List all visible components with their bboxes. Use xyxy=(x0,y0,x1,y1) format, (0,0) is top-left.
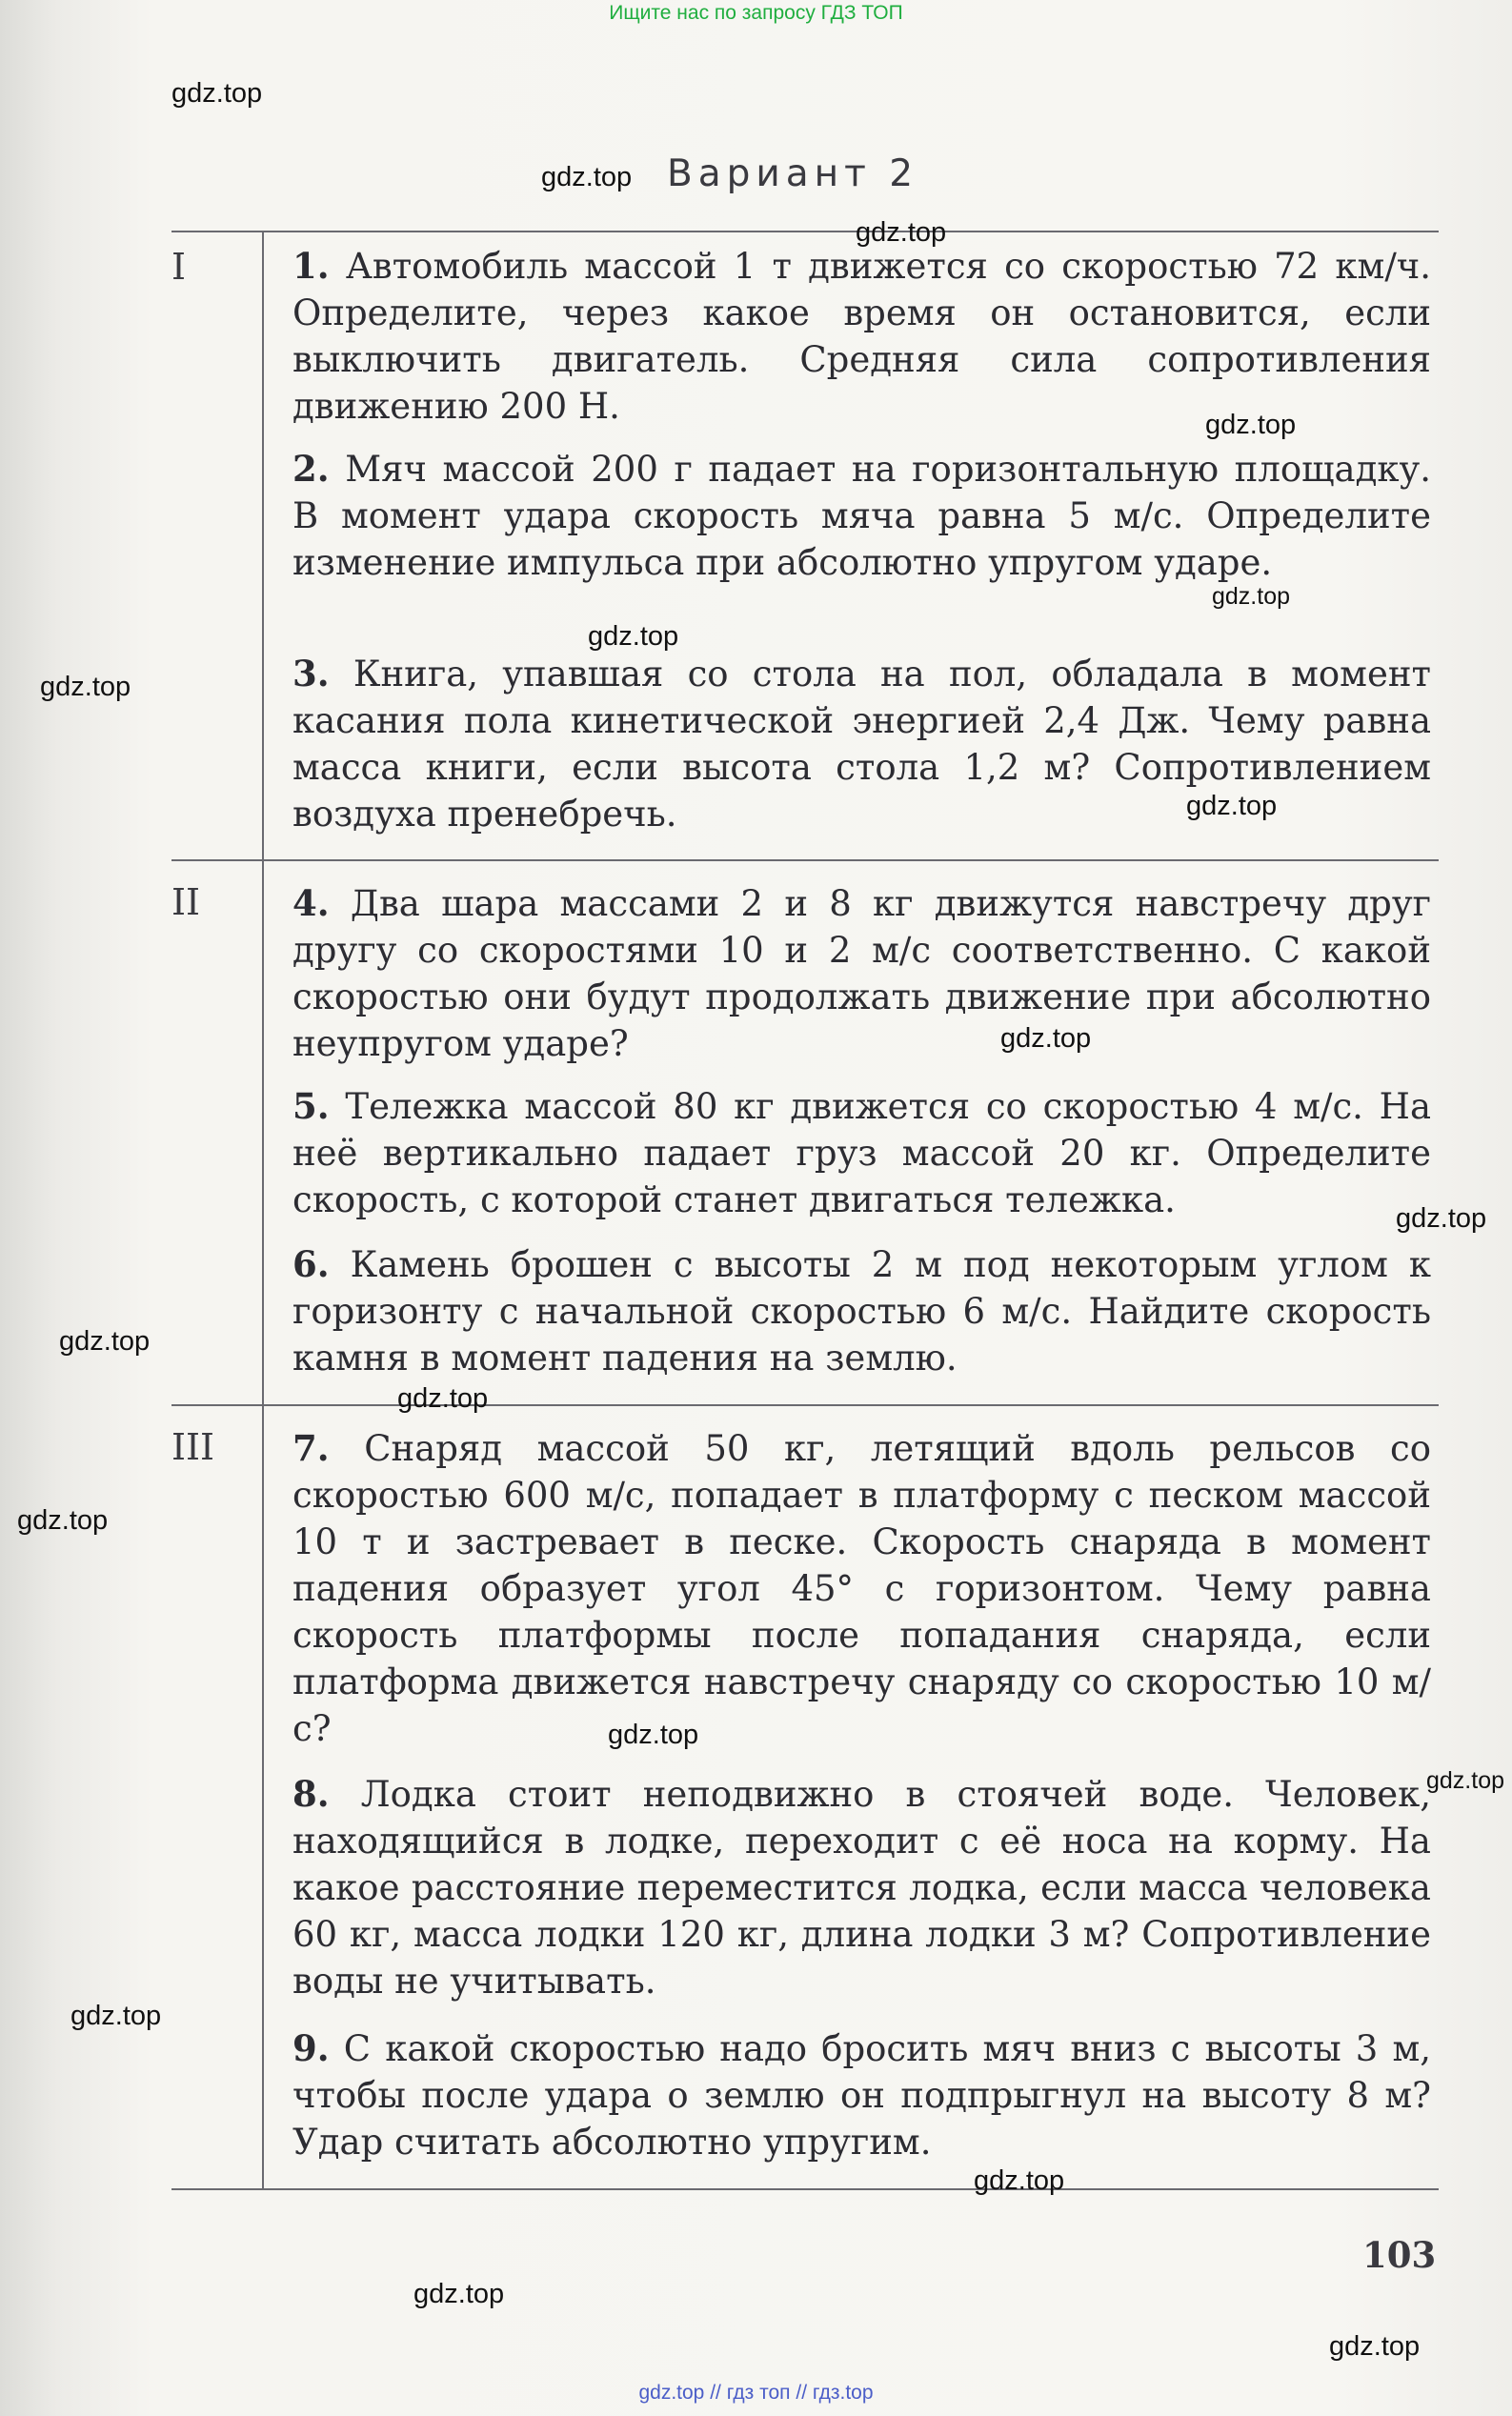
watermark: gdz.top xyxy=(413,2279,505,2309)
table-bottom-rule xyxy=(171,2188,1439,2190)
watermark: gdz.top xyxy=(1205,410,1297,440)
task-text: Камень брошен с высоты 2 м под некоторым углом к горизонту с начальной скоростью 6 м/с. Найдите скорость камня в момент падения на землю. xyxy=(292,1244,1431,1379)
task-text: Снаряд массой 50 кг, летящий вдоль рельсов со скоростью 600 м/с, попадает в платформу с песком массой 10 т и застревает в песке. Скорость снаряда в момент падения образует угол 45° с горизонтом. Чему равна скорость платформы после попадания снаряда, если платформа движется навстречу снаряду со скоростью 10 м/с? xyxy=(292,1428,1432,1749)
section-label-iii: III xyxy=(171,1426,215,1468)
watermark: gdz.top xyxy=(1212,583,1291,610)
watermark: gdz.top xyxy=(1426,1767,1505,1794)
watermark: gdz.top xyxy=(588,621,679,652)
watermark: gdz.top xyxy=(608,1720,699,1750)
task-4 xyxy=(292,880,1431,1067)
task-text: Лодка стоит неподвижно в стоячей воде. Человек, находящийся в лодке, переходит с её носа на корму. На какое расстояние переместится лодка, если масса человека 60 кг, масса лодки 120 кг, длина лодки 3 м? Сопротивление воды не учитывать. xyxy=(292,1774,1431,2002)
watermark: gdz.top xyxy=(397,1383,489,1414)
task-2 xyxy=(292,446,1431,586)
task-number: 1. xyxy=(292,245,330,287)
watermark: gdz.top xyxy=(71,2001,162,2031)
table-top-rule xyxy=(171,231,1439,232)
table-section-rule xyxy=(171,859,1439,861)
task-number: 4. xyxy=(292,882,330,924)
task-text: Мяч массой 200 г падает на горизонтальную площадку. В момент удара скорость мяча равна 5 м/с. Определите изменение импульса при абсолютно упругом ударе. xyxy=(292,449,1432,583)
task-5 xyxy=(292,1083,1431,1223)
table-section-rule xyxy=(171,1404,1439,1406)
table-column-rule xyxy=(262,231,264,2189)
task-number: 8. xyxy=(292,1773,330,1815)
watermark: gdz.top xyxy=(171,78,263,109)
bottom-banner[interactable]: gdz.top // гдз топ // гдз.top xyxy=(638,2382,874,2404)
section-label-ii: II xyxy=(171,881,201,923)
watermark: gdz.top xyxy=(59,1326,151,1357)
watermark: gdz.top xyxy=(17,1505,109,1536)
task-text: С какой скоростью надо бросить мяч вниз с высоты 3 м, чтобы после удара о землю он подпрыгнул на высоту 8 м? Удар считать абсолютно упругим. xyxy=(292,2028,1431,2163)
watermark: gdz.top xyxy=(856,217,947,248)
top-banner[interactable]: Ищите нас по запросу ГДЗ ТОП xyxy=(609,2,903,24)
watermark: gdz.top xyxy=(1186,791,1278,821)
watermark: gdz.top xyxy=(1329,2331,1421,2362)
task-text: Два шара массами 2 и 8 кг движутся навстречу друг другу со скоростями 10 и 2 м/с соответственно. С какой скоростью они будут продолжать движение при абсолютно неупругом ударе? xyxy=(292,883,1431,1064)
page-title: Вариант 2 xyxy=(667,152,919,195)
watermark: gdz.top xyxy=(1396,1203,1487,1234)
task-1 xyxy=(292,243,1431,430)
task-text: Тележка массой 80 кг движется со скоростью 4 м/с. На неё вертикально падает груз массой 20 кг. Определите скорость, с которой станет двигаться тележка. xyxy=(292,1086,1432,1220)
task-text: Автомобиль массой 1 т движется со скоростью 72 км/ч. Определите, через какое время он остановится, если выключить двигатель. Средняя сила сопротивления движению 200 Н. xyxy=(292,246,1432,427)
section-label-i: I xyxy=(171,246,187,288)
task-text: Книга, упавшая со стола на пол, обладала в момент касания пола кинетической энергией 2,4 Дж. Чему равна масса книги, если высота стола 1,2 м? Сопротивлением воздуха пренебречь. xyxy=(292,654,1431,835)
task-7 xyxy=(292,1425,1431,1752)
watermark: gdz.top xyxy=(541,162,633,192)
task-number: 5. xyxy=(292,1085,330,1127)
page-number: 103 xyxy=(1362,2234,1437,2276)
task-6 xyxy=(292,1241,1431,1381)
watermark: gdz.top xyxy=(1000,1023,1092,1054)
task-9 xyxy=(292,2025,1431,2165)
task-number: 7. xyxy=(292,1427,330,1469)
task-number: 9. xyxy=(292,2027,330,2069)
task-number: 3. xyxy=(292,653,330,695)
watermark: gdz.top xyxy=(40,672,131,702)
task-number: 6. xyxy=(292,1243,330,1285)
watermark: gdz.top xyxy=(974,2165,1065,2196)
task-number: 2. xyxy=(292,448,330,490)
task-8 xyxy=(292,1771,1431,2004)
